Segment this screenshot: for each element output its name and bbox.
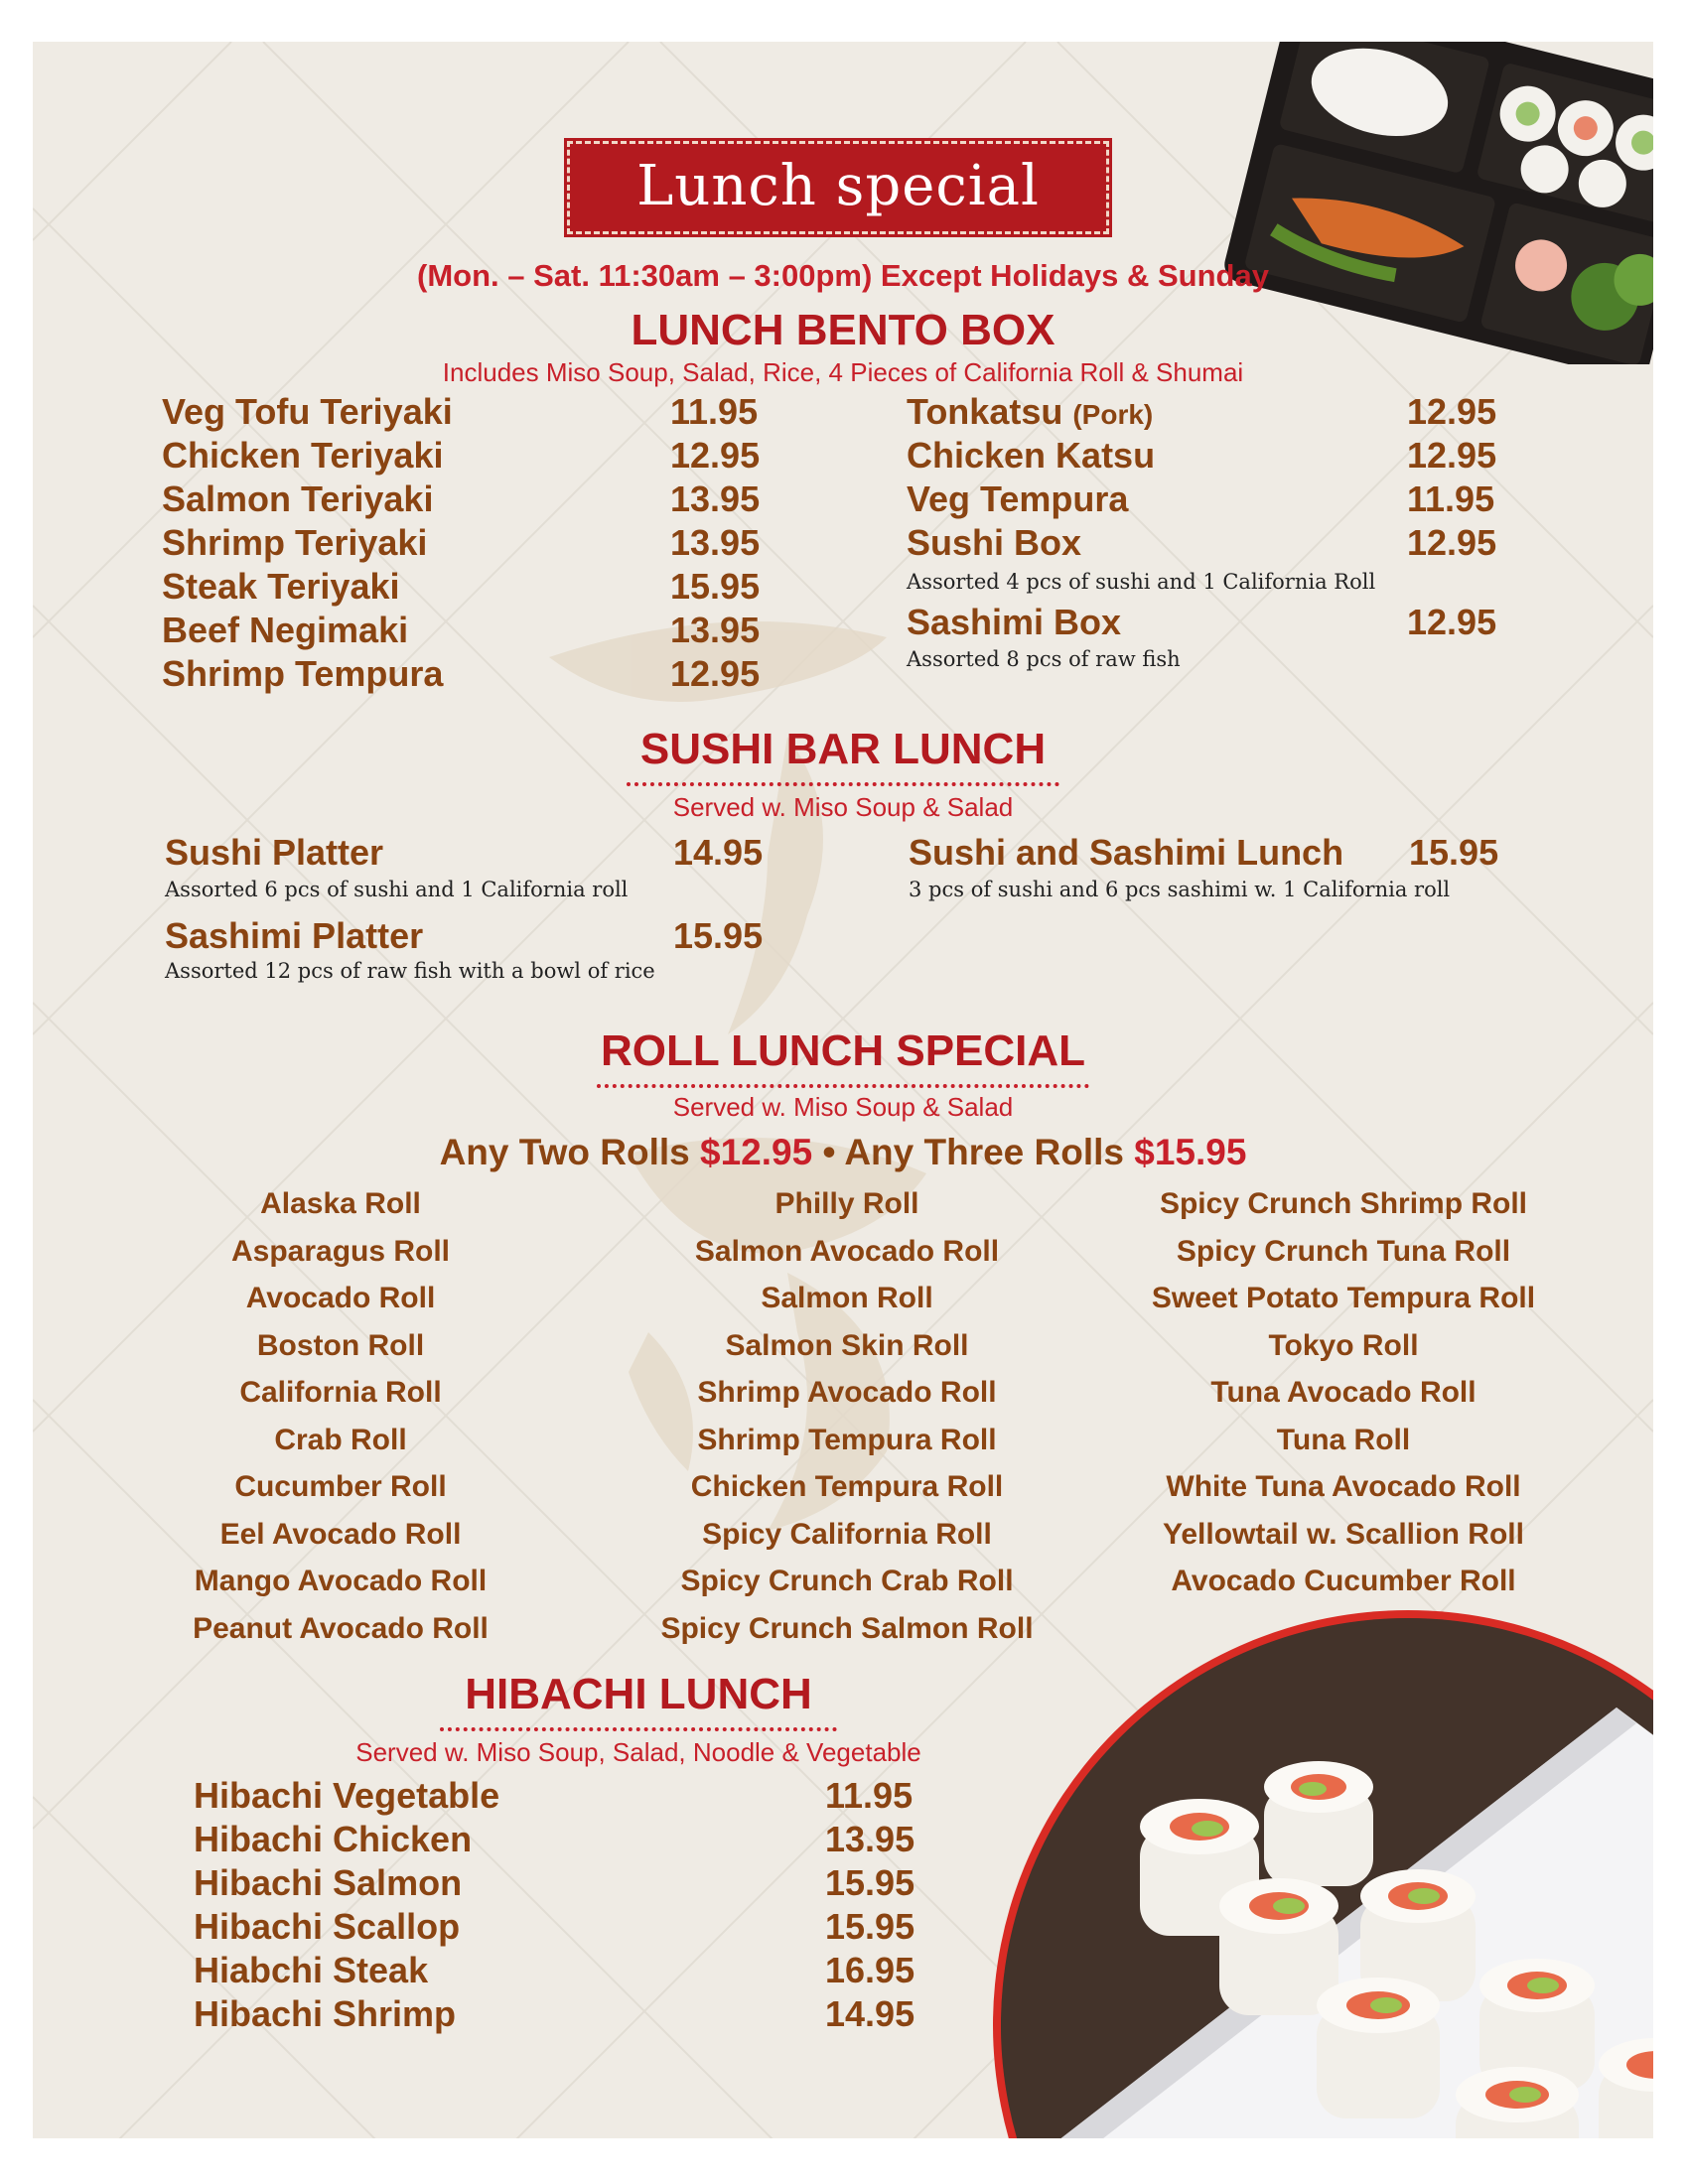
menu-item-name: Shrimp Tempura [162, 653, 444, 694]
menu-item-name: Hibachi Chicken [194, 1819, 473, 1859]
roll-item: Salmon Skin Roll [725, 1328, 969, 1362]
menu-item-price: 12.95 [1407, 391, 1497, 432]
menu-title-badge: Lunch special [567, 141, 1109, 234]
sushi-bar-section-subtitle: Served w. Miso Soup & Salad [672, 792, 1014, 822]
roll-column-1 [122, 1187, 559, 1659]
menu-item-price: 14.95 [673, 832, 764, 873]
menu-item-name: Beef Negimaki [162, 610, 409, 650]
section-divider [627, 782, 1059, 786]
menu-item-price: 11.95 [825, 1775, 914, 1816]
roll-pricing-promo [33, 1132, 1653, 1173]
menu-item-price: 15.95 [673, 915, 764, 956]
roll-item: Crab Roll [274, 1423, 407, 1456]
menu-item-name: Steak Teriyaki [162, 566, 400, 607]
menu-item-name: Hibachi Shrimp [194, 1993, 457, 2034]
roll-item: Asparagus Roll [230, 1234, 451, 1268]
roll-column-2 [629, 1187, 1065, 1659]
menu-item-name-text: Tonkatsu [907, 391, 1063, 432]
promo-two-rolls: Any Two Rolls [439, 1132, 700, 1172]
menu-item-price: 13.95 [670, 478, 761, 519]
roll-item: Salmon Roll [761, 1282, 933, 1314]
roll-item: Chicken Tempura Roll [690, 1470, 1004, 1503]
roll-item: Spicy Crunch Crab Roll [680, 1565, 1014, 1597]
roll-item: Shrimp Avocado Roll [697, 1376, 997, 1409]
menu-item-name: Sushi and Sashimi Lunch [909, 832, 1344, 873]
menu-item-price: 11.95 [670, 391, 759, 432]
menu-item-name: Hibachi Scallop [194, 1906, 461, 1947]
menu-item-name: Salmon Teriyaki [162, 478, 434, 519]
menu-item-price: 13.95 [670, 522, 761, 563]
roll-item: Peanut Avocado Roll [193, 1611, 489, 1645]
sushi-bar-section-title: SUSHI BAR LUNCH [639, 725, 1047, 773]
roll-item: Philly Roll [774, 1187, 919, 1220]
menu-item-name: Hiabchi Steak [194, 1950, 429, 1990]
menu-item-description: Assorted 12 pcs of raw fish with a bowl of rice [165, 959, 655, 983]
menu-item-price: 12.95 [1407, 522, 1497, 563]
menu-item-price: 13.95 [825, 1819, 915, 1859]
menu-item-name: Chicken Katsu [907, 435, 1156, 476]
roll-item: Tuna Avocado Roll [1210, 1376, 1477, 1409]
roll-item: Spicy Crunch Salmon Roll [660, 1611, 1034, 1645]
roll-item: California Roll [239, 1376, 442, 1409]
roll-item: Spicy Crunch Tuna Roll [1176, 1234, 1511, 1268]
menu-item-name: Sushi Box [907, 522, 1082, 563]
menu-item-price: 15.95 [825, 1906, 915, 1947]
menu-item-price: 14.95 [825, 1993, 915, 2034]
menu-item-description: Assorted 6 pcs of sushi and 1 California roll [165, 878, 629, 901]
hibachi-section-subtitle: Served w. Miso Soup, Salad, Noodle & Vegetable [355, 1737, 921, 1767]
roll-item: Eel Avocado Roll [219, 1517, 462, 1551]
roll-item: Yellowtail w. Scallion Roll [1163, 1517, 1524, 1551]
lunch-hours: (Mon. – Sat. 11:30am – 3:00pm) Except Holidays & Sunday [417, 258, 1269, 293]
roll-item: Tuna Roll [1276, 1423, 1411, 1456]
menu-item-price: 12.95 [1407, 435, 1497, 476]
roll-special-section-subtitle: Served w. Miso Soup & Salad [672, 1092, 1014, 1122]
bento-section-title: LUNCH BENTO BOX [631, 306, 1055, 354]
menu-item-name: Shrimp Teriyaki [162, 522, 428, 563]
hibachi-section-title: HIBACHI LUNCH [465, 1670, 812, 1718]
sushi-roll-photo [981, 1598, 1653, 2138]
promo-three-rolls: Any Three Rolls [844, 1132, 1135, 1172]
roll-item: Boston Roll [256, 1328, 425, 1362]
section-divider [597, 1084, 1089, 1088]
menu-item-name: Veg Tempura [907, 478, 1129, 519]
bento-section-subtitle: Includes Miso Soup, Salad, Rice, 4 Pieces of California Roll & Shumai [442, 357, 1244, 387]
roll-item: Salmon Avocado Roll [694, 1234, 1000, 1268]
menu-item-name [907, 391, 1153, 433]
menu-item-description: Assorted 4 pcs of sushi and 1 California Roll [907, 570, 1376, 594]
menu-page [33, 42, 1653, 2138]
menu-item-name: Hibachi Salmon [194, 1862, 463, 1903]
menu-item-name: Sashimi Platter [165, 915, 424, 956]
promo-separator: • [812, 1132, 845, 1172]
menu-item-name: Hibachi Vegetable [194, 1775, 500, 1816]
menu-item-price: 12.95 [1407, 602, 1497, 642]
section-divider [440, 1727, 837, 1731]
menu-item-name: Veg Tofu Teriyaki [162, 391, 453, 432]
promo-three-rolls-price: $15.95 [1134, 1132, 1247, 1172]
menu-item-price: 15.95 [670, 566, 761, 607]
roll-item: Spicy Crunch Shrimp Roll [1159, 1187, 1528, 1220]
roll-item: Shrimp Tempura Roll [697, 1423, 997, 1456]
menu-item-price: 15.95 [1409, 832, 1499, 873]
roll-column-3 [1115, 1187, 1572, 1612]
promo-two-rolls-price: $12.95 [700, 1132, 813, 1172]
roll-item: Alaska Roll [260, 1187, 421, 1220]
menu-item-name: Sushi Platter [165, 832, 384, 873]
roll-item: White Tuna Avocado Roll [1166, 1470, 1521, 1503]
menu-item-price: 13.95 [670, 610, 761, 650]
menu-item-name: Chicken Teriyaki [162, 435, 444, 476]
menu-item-price: 16.95 [825, 1950, 915, 1990]
menu-item-price: 12.95 [670, 435, 761, 476]
menu-item-note: (Pork) [1072, 399, 1154, 430]
roll-item: Mango Avocado Roll [194, 1565, 488, 1597]
roll-special-section-title: ROLL LUNCH SPECIAL [600, 1026, 1086, 1075]
roll-item: Sweet Potato Tempura Roll [1151, 1282, 1536, 1314]
menu-item-description: 3 pcs of sushi and 6 pcs sashimi w. 1 California roll [909, 878, 1451, 901]
menu-item-description: Assorted 8 pcs of raw fish [907, 647, 1181, 671]
menu-item-price: 15.95 [825, 1862, 915, 1903]
roll-item: Avocado Cucumber Roll [1171, 1565, 1516, 1597]
roll-item: Spicy California Roll [702, 1517, 992, 1551]
roll-item: Avocado Roll [245, 1282, 436, 1314]
roll-item: Tokyo Roll [1268, 1328, 1419, 1362]
menu-item-name: Sashimi Box [907, 602, 1122, 642]
roll-item: Cucumber Roll [234, 1470, 447, 1503]
menu-item-price: 11.95 [1407, 478, 1495, 519]
menu-item-price: 12.95 [670, 653, 761, 694]
